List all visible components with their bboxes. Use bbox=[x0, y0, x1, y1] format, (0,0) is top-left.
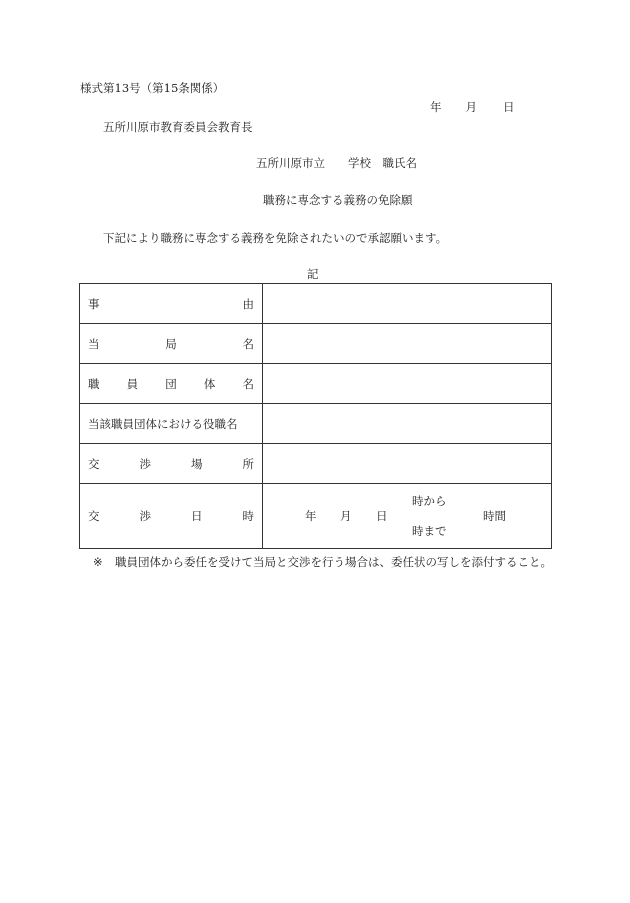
reason-field[interactable] bbox=[263, 284, 552, 324]
footnote bbox=[93, 553, 553, 572]
addressee: 五所川原市教育委員会教育長 bbox=[103, 120, 253, 134]
label-char: 体 bbox=[203, 376, 216, 391]
authority-field[interactable] bbox=[263, 324, 552, 364]
table-row bbox=[80, 364, 552, 404]
dt-hours-label: 時間 bbox=[483, 509, 506, 523]
row-label-reason bbox=[80, 284, 263, 324]
table-row bbox=[80, 484, 552, 549]
label-char: 局 bbox=[165, 336, 177, 351]
row-label-authority bbox=[80, 324, 263, 364]
row-label-place bbox=[80, 444, 263, 484]
datetime-field[interactable] bbox=[263, 484, 552, 549]
label-char: 渉 bbox=[139, 456, 151, 471]
label-text: 当該職員団体における役職名 bbox=[88, 416, 238, 431]
table-row bbox=[80, 444, 552, 484]
label-char: 日 bbox=[191, 509, 203, 523]
label-char: 場 bbox=[191, 456, 203, 471]
dt-from-label: 時から bbox=[412, 494, 447, 508]
label-char: 名 bbox=[242, 336, 254, 351]
intro-text: 下記により職務に専念する義務を免除されたいので承認願います。 bbox=[103, 231, 448, 245]
row-label-position bbox=[80, 404, 263, 444]
date-month-label: 月 bbox=[465, 100, 477, 114]
dt-until-label: 時まで bbox=[412, 524, 447, 538]
table-row bbox=[80, 324, 552, 364]
record-table bbox=[79, 283, 552, 549]
document-title: 職務に専念する義務の免除願 bbox=[263, 193, 413, 207]
label-char: 職 bbox=[88, 376, 100, 391]
date-day-label: 日 bbox=[503, 100, 515, 114]
label-char: 所 bbox=[242, 456, 254, 471]
date-line bbox=[430, 100, 515, 114]
label-char: 事 bbox=[88, 296, 100, 311]
label-char: 員 bbox=[126, 376, 139, 391]
dt-day-label: 日 bbox=[376, 509, 388, 523]
row-label-datetime bbox=[80, 484, 263, 549]
place-field[interactable] bbox=[263, 444, 552, 484]
position-field[interactable] bbox=[263, 404, 552, 444]
row-label-organization bbox=[80, 364, 263, 404]
note-mark: ※ bbox=[93, 555, 103, 569]
label-char: 渉 bbox=[139, 509, 151, 523]
form-number: 様式第13号（第15条関係） bbox=[80, 81, 225, 95]
label-char: 時 bbox=[242, 509, 254, 523]
organization-field[interactable] bbox=[263, 364, 552, 404]
table-row bbox=[80, 404, 552, 444]
label-char: 団 bbox=[165, 376, 177, 391]
applicant-line: 五所川原市立 学校 職氏名 bbox=[256, 156, 417, 170]
label-char: 由 bbox=[242, 296, 254, 311]
label-char: 交 bbox=[88, 456, 100, 471]
dt-month-label: 月 bbox=[340, 509, 352, 523]
date-year-label: 年 bbox=[430, 100, 442, 114]
ki-heading: 記 bbox=[307, 267, 319, 281]
label-char: 名 bbox=[242, 376, 254, 391]
table-row bbox=[80, 284, 552, 324]
label-char: 当 bbox=[88, 336, 100, 351]
dt-year-label: 年 bbox=[305, 509, 317, 523]
note-text: 職員団体から委任を受けて当局と交渉を行う場合は、委任状の写しを添付すること。 bbox=[115, 555, 552, 569]
label-char: 交 bbox=[88, 509, 100, 523]
